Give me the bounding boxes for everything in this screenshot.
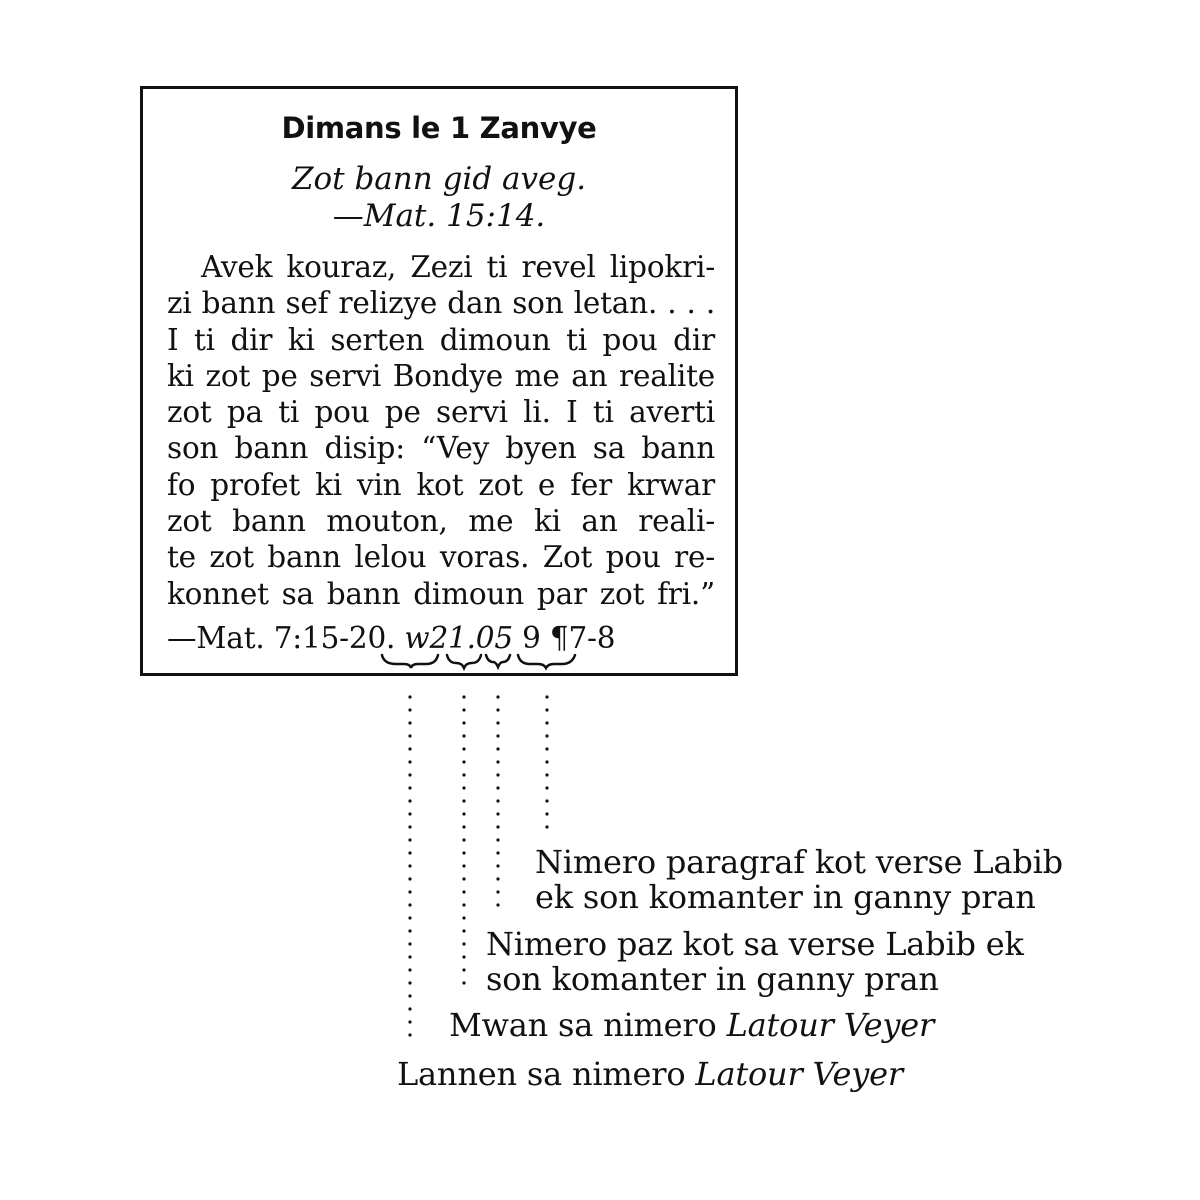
body-line: fo profet ki vin kot zot e fer krwar: [167, 467, 715, 502]
year-brace: [382, 655, 438, 668]
card-title: Dimans le 1 Zanvye: [281, 111, 597, 145]
label-page-line-1: Nimero paz kot sa verse Labib ek: [486, 925, 1024, 963]
body-line: zot pa ti pou pe servi li. I ti averti: [167, 395, 715, 430]
scripture-reference: —Mat. 7:15-20.: [167, 621, 396, 655]
month-brace: [447, 655, 481, 668]
publication-code: w21.05: [404, 621, 513, 655]
label-paragraph-number: [535, 845, 1063, 915]
paragraph-numbers: ¶7-8: [549, 621, 616, 655]
body-line: I ti dir ki serten dimoun ti pou dir: [167, 322, 715, 357]
body-line: son bann disip: “Vey byen sa bann: [167, 431, 715, 466]
label-year-publication: Latour Veyer: [695, 1055, 903, 1093]
theme-line-1: Zot bann gid aveg.: [291, 161, 587, 197]
label-year-text: Lannen sa nimero: [397, 1055, 696, 1093]
body-line: zi bann sef relizye dan son letan. . . .: [167, 286, 715, 321]
body-line: zot bann mouton, me ki an reali-: [167, 504, 715, 539]
label-month: [449, 1008, 934, 1043]
body-line: konnet sa bann dimoun par zot fri.”: [167, 576, 715, 611]
paragraph-brace: [518, 655, 575, 668]
label-year: [397, 1057, 903, 1092]
label-page-line-2: son komanter in ganny pran: [486, 960, 939, 998]
body-line: Avek kouraz, Zezi ti revel lipokri-: [201, 250, 715, 284]
label-month-publication: Latour Veyer: [726, 1006, 935, 1044]
theme-line-2: —Mat. 15:14.: [332, 198, 546, 234]
body-line: ki zot pe servi Bondye me an realite: [167, 358, 715, 393]
page-brace: [486, 655, 510, 667]
label-paragraph-line-1: Nimero paragraf kot verse Labib: [535, 843, 1063, 881]
body-line: te zot bann lelou voras. Zot pou re-: [167, 540, 715, 575]
label-page-number: [486, 927, 1024, 997]
page-number: 9: [522, 621, 541, 655]
label-month-text: Mwan sa nimero: [449, 1006, 727, 1044]
label-paragraph-line-2: ek son komanter in ganny pran: [535, 878, 1036, 916]
